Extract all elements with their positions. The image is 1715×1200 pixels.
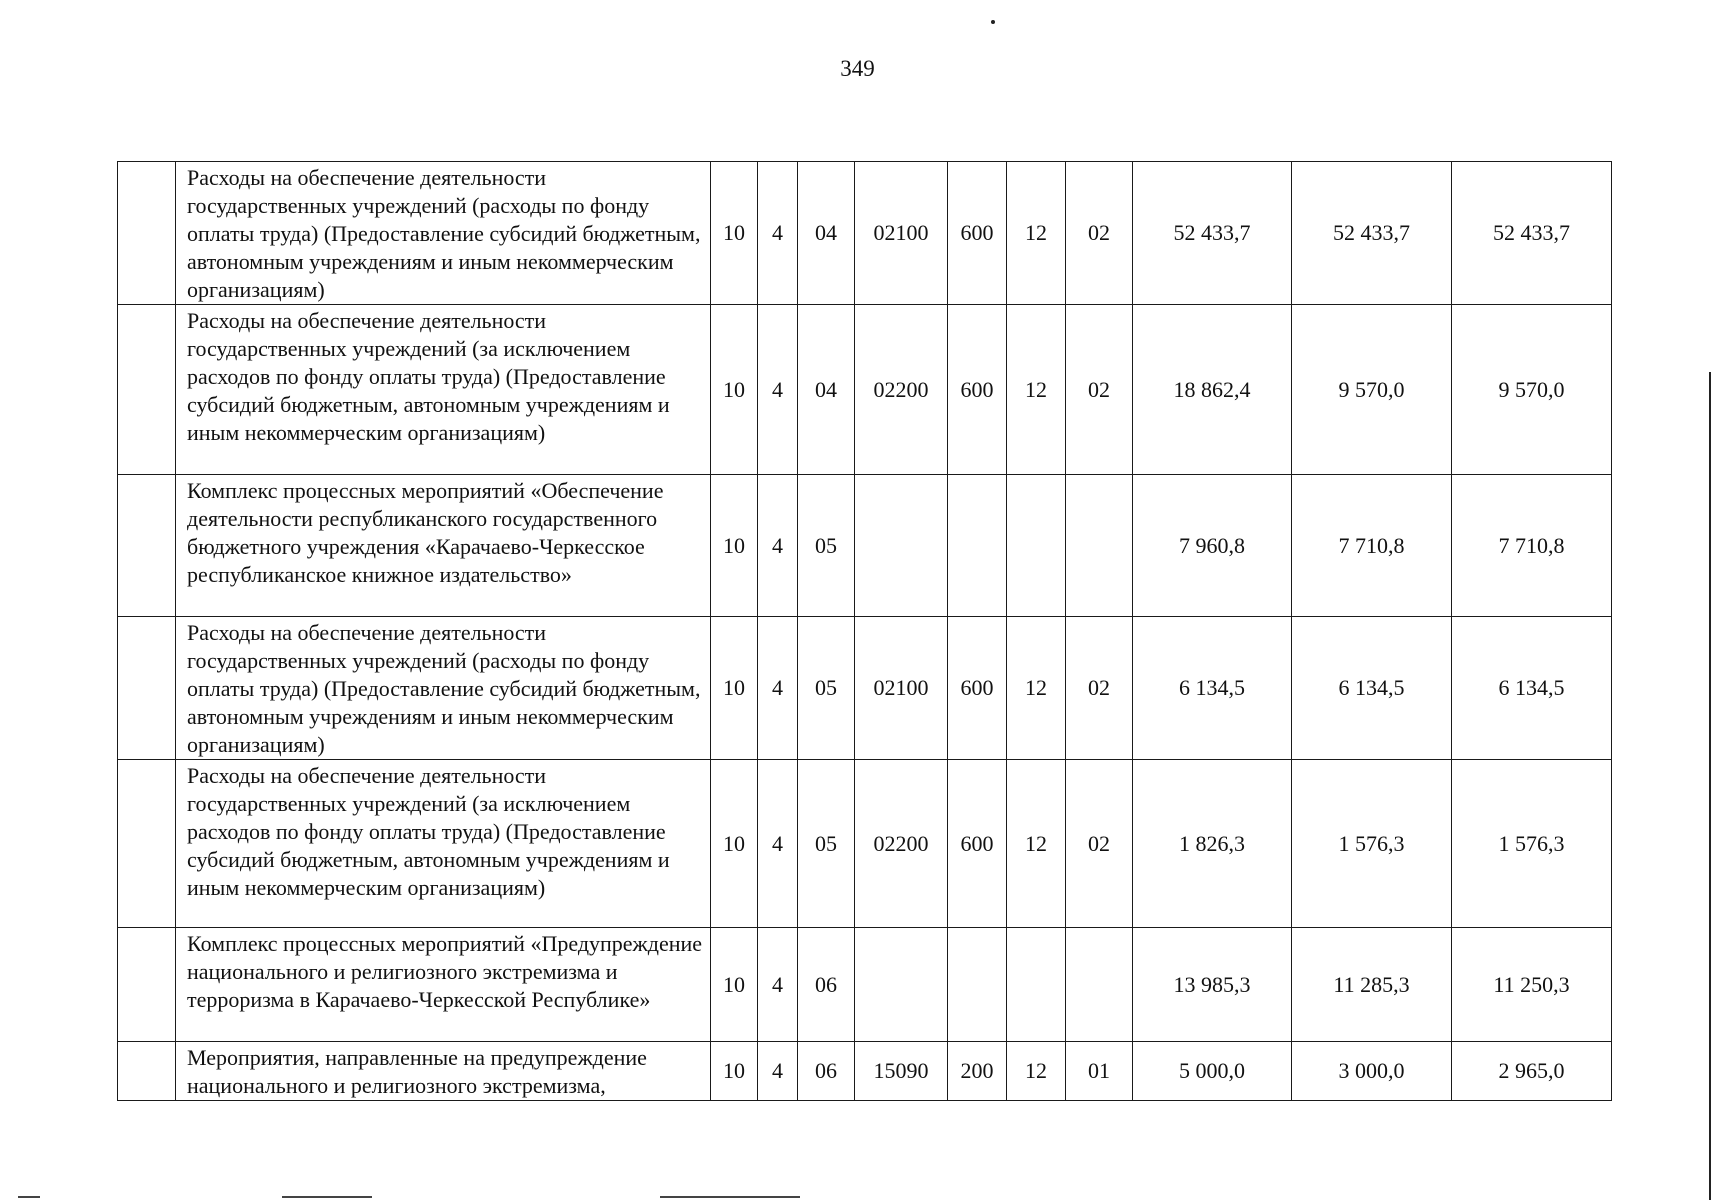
table-row	[118, 928, 1612, 1042]
table-row	[118, 617, 1612, 760]
cell-v2: 7 710,8	[1292, 475, 1452, 617]
cell-c1: 10	[711, 760, 758, 928]
page-number: 349	[840, 56, 875, 81]
cell-c5: 600	[948, 305, 1007, 475]
cell-c2: 4	[758, 305, 798, 475]
cell-v2: 11 285,3	[1292, 928, 1452, 1042]
cell-c3: 06	[798, 1042, 855, 1101]
cell-c5	[948, 928, 1007, 1042]
cell-c4	[855, 928, 948, 1042]
right-margin-line	[1709, 372, 1711, 1200]
cell-c6: 12	[1007, 1042, 1066, 1101]
cell-c2: 4	[758, 1042, 798, 1101]
cell-c2: 4	[758, 928, 798, 1042]
cell-c6: 12	[1007, 617, 1066, 760]
cell-c7: 02	[1066, 305, 1133, 475]
table-row	[118, 1042, 1612, 1101]
cell-c1: 10	[711, 617, 758, 760]
cell-c4: 02100	[855, 162, 948, 305]
cell-v1: 18 862,4	[1133, 305, 1292, 475]
table-body	[118, 162, 1612, 1101]
description-cell: Расходы на обеспечение деятельности государственных учреждений (за исключением расходов по фонду оплаты труда) (Предоставление субсидий бюджетным, автономным учреждениям и иным некоммерческим организациям)	[176, 305, 711, 475]
table-row	[118, 305, 1612, 475]
table-row	[118, 162, 1612, 305]
cell-c6: 12	[1007, 162, 1066, 305]
cell-v2: 1 576,3	[1292, 760, 1452, 928]
cell-c6	[1007, 475, 1066, 617]
budget-table	[117, 161, 1612, 1101]
cell-c7: 02	[1066, 760, 1133, 928]
cell-c2: 4	[758, 760, 798, 928]
cell-v3: 9 570,0	[1452, 305, 1612, 475]
cell-v3: 7 710,8	[1452, 475, 1612, 617]
cell-v3: 1 576,3	[1452, 760, 1612, 928]
description-cell: Расходы на обеспечение деятельности государственных учреждений (расходы по фонду оплаты труда) (Предоставление субсидий бюджетным, автономным учреждениям и иным некоммерческим организациям)	[176, 162, 711, 305]
cell-c2: 4	[758, 617, 798, 760]
row-number-cell	[118, 305, 176, 475]
row-number-cell	[118, 760, 176, 928]
description-cell: Расходы на обеспечение деятельности государственных учреждений (за исключением расходов по фонду оплаты труда) (Предоставление субсидий бюджетным, автономным учреждениям и иным некоммерческим организациям)	[176, 760, 711, 928]
cell-c3: 06	[798, 928, 855, 1042]
table-row	[118, 475, 1612, 617]
row-number-cell	[118, 475, 176, 617]
cell-c5: 600	[948, 760, 1007, 928]
cell-v1: 6 134,5	[1133, 617, 1292, 760]
cell-c5: 600	[948, 162, 1007, 305]
cell-v1: 7 960,8	[1133, 475, 1292, 617]
cell-c7: 01	[1066, 1042, 1133, 1101]
cell-c5	[948, 475, 1007, 617]
row-number-cell	[118, 1042, 176, 1101]
cell-c2: 4	[758, 162, 798, 305]
cell-c2: 4	[758, 475, 798, 617]
cell-c1: 10	[711, 475, 758, 617]
scan-dash	[660, 1196, 800, 1198]
cell-c3: 04	[798, 305, 855, 475]
row-number-cell	[118, 617, 176, 760]
cell-c1: 10	[711, 928, 758, 1042]
description-cell: Комплекс процессных мероприятий «Обеспечение деятельности республиканского государственного бюджетного учреждения «Карачаево-Черкесское республиканское книжное издательство»	[176, 475, 711, 617]
cell-c3: 04	[798, 162, 855, 305]
cell-c4: 02100	[855, 617, 948, 760]
cell-c3: 05	[798, 760, 855, 928]
cell-c6: 12	[1007, 760, 1066, 928]
cell-v2: 9 570,0	[1292, 305, 1452, 475]
cell-c5: 200	[948, 1042, 1007, 1101]
cell-v3: 52 433,7	[1452, 162, 1612, 305]
cell-c5: 600	[948, 617, 1007, 760]
cell-v3: 11 250,3	[1452, 928, 1612, 1042]
row-number-cell	[118, 928, 176, 1042]
cell-v1: 13 985,3	[1133, 928, 1292, 1042]
cell-c3: 05	[798, 617, 855, 760]
cell-v3: 2 965,0	[1452, 1042, 1612, 1101]
cell-v2: 3 000,0	[1292, 1042, 1452, 1101]
cell-c1: 10	[711, 162, 758, 305]
cell-c4	[855, 475, 948, 617]
cell-v2: 52 433,7	[1292, 162, 1452, 305]
row-number-cell	[118, 162, 176, 305]
description-cell: Мероприятия, направленные на предупреждение национального и религиозного экстремизма,	[176, 1042, 711, 1101]
cell-v3: 6 134,5	[1452, 617, 1612, 760]
cell-v1: 1 826,3	[1133, 760, 1292, 928]
cell-c7	[1066, 475, 1133, 617]
cell-c6	[1007, 928, 1066, 1042]
cell-c4: 02200	[855, 305, 948, 475]
cell-v1: 5 000,0	[1133, 1042, 1292, 1101]
cell-c4: 15090	[855, 1042, 948, 1101]
cell-c3: 05	[798, 475, 855, 617]
scan-dot	[991, 20, 995, 24]
cell-c4: 02200	[855, 760, 948, 928]
cell-c1: 10	[711, 1042, 758, 1101]
cell-c7: 02	[1066, 162, 1133, 305]
scan-dash	[282, 1196, 372, 1198]
cell-v1: 52 433,7	[1133, 162, 1292, 305]
cell-c7: 02	[1066, 617, 1133, 760]
table-row	[118, 760, 1612, 928]
description-cell: Расходы на обеспечение деятельности государственных учреждений (расходы по фонду оплаты труда) (Предоставление субсидий бюджетным, автономным учреждениям и иным некоммерческим организациям)	[176, 617, 711, 760]
cell-c7	[1066, 928, 1133, 1042]
description-cell: Комплекс процессных мероприятий «Предупреждение национального и религиозного экстремизма и терроризма в Карачаево-Черкесской Республике»	[176, 928, 711, 1042]
cell-c1: 10	[711, 305, 758, 475]
cell-c6: 12	[1007, 305, 1066, 475]
scan-dash	[18, 1196, 40, 1198]
cell-v2: 6 134,5	[1292, 617, 1452, 760]
